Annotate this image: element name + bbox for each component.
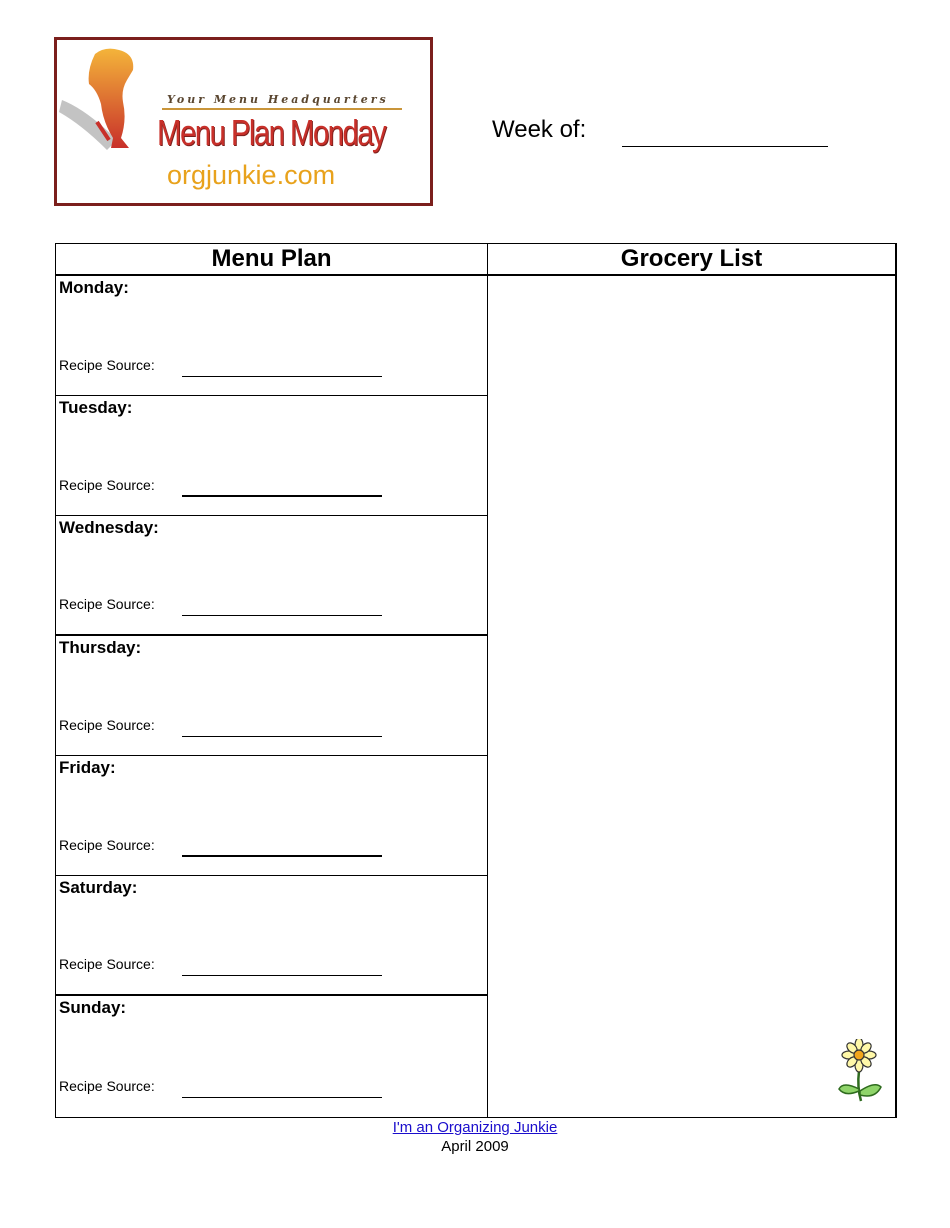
grocery-list-header: Grocery List [488, 244, 895, 276]
recipe-source-field[interactable] [182, 975, 382, 976]
day-row-saturday[interactable] [56, 876, 487, 996]
day-row-monday[interactable] [56, 276, 487, 396]
footer-date: April 2009 [441, 1138, 509, 1155]
logo-title: Menu Plan Monday [157, 112, 386, 153]
recipe-source-field[interactable] [182, 736, 382, 737]
recipe-source-label: Recipe Source: [59, 956, 155, 972]
recipe-source-field[interactable] [182, 615, 382, 616]
day-name: Monday: [59, 278, 129, 297]
recipe-source-field[interactable] [182, 1097, 382, 1098]
day-name: Sunday: [59, 998, 127, 1017]
recipe-source-field[interactable] [182, 855, 382, 857]
menu-plan-header: Menu Plan [56, 244, 487, 276]
grocery-list-column [488, 244, 895, 1117]
day-row-wednesday[interactable] [56, 516, 487, 636]
recipe-source-label: Recipe Source: [59, 837, 155, 853]
day-name: Thursday: [59, 638, 142, 657]
day-name: Tuesday: [59, 398, 133, 417]
figure-mark-icon [57, 40, 167, 200]
logo-rule [162, 108, 402, 110]
recipe-source-field[interactable] [182, 376, 382, 377]
daisy-flower-icon [835, 1039, 883, 1103]
logo-site: orgjunkie.com [167, 160, 336, 190]
recipe-source-label: Recipe Source: [59, 717, 155, 733]
logo-tagline: Your Menu Headquarters [167, 93, 389, 106]
recipe-source-field[interactable] [182, 495, 382, 497]
menu-grocery-table [55, 243, 897, 1118]
day-name: Saturday: [59, 878, 138, 897]
menu-plan-column [56, 244, 488, 1117]
grocery-list-area[interactable] [488, 276, 895, 1117]
week-of-field[interactable] [622, 146, 828, 147]
recipe-source-label: Recipe Source: [59, 357, 155, 373]
recipe-source-label: Recipe Source: [59, 596, 155, 612]
organizing-junkie-link[interactable]: I'm an Organizing Junkie [392, 1119, 558, 1136]
day-row-friday[interactable] [56, 756, 487, 876]
menu-plan-monday-logo [54, 37, 433, 206]
day-row-thursday[interactable] [56, 636, 487, 756]
day-name: Wednesday: [59, 518, 159, 537]
recipe-source-label: Recipe Source: [59, 1078, 155, 1094]
recipe-source-label: Recipe Source: [59, 477, 155, 493]
week-of-label: Week of: [492, 116, 587, 143]
day-name: Friday: [59, 758, 116, 777]
day-row-tuesday[interactable] [56, 396, 487, 516]
day-row-sunday[interactable] [56, 996, 487, 1116]
